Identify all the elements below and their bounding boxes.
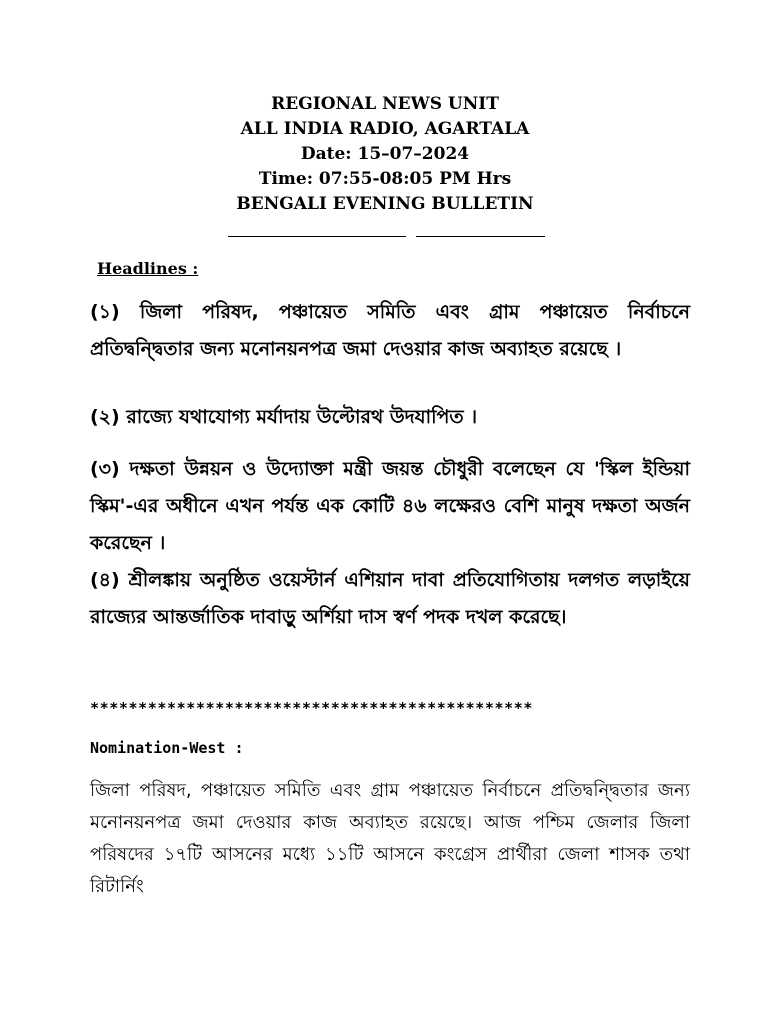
- bulletin-date: Date: 15–07–2024: [300, 144, 470, 164]
- header-divider-right: [416, 236, 545, 237]
- bulletin-header: [0, 92, 770, 217]
- separator-line: **********************************************: [90, 699, 534, 717]
- headlines-heading: Headlines :: [97, 259, 199, 278]
- section-body: জিলা পরিষদ, পঞ্চায়েত সমিতি এবং গ্রাম পঞ্চায়েত নির্বাচনে প্রতিদ্বন্দ্বিতার জন্য মনোনয়নপত্র জমা দেওয়ার কাজ অব্যাহত রয়েছে। আজ পশ্চিম জেলার জিলা পরিষদের ১৭টি আসনের মধ্যে ১১টি আসনে কংগ্রেস প্রার্থীরা জেলা শাসক তথা রিটার্নিং: [90, 780, 690, 897]
- headline-2: (২) রাজ্যে যথাযোগ্য মর্যাদায় উল্টোরথ উদযাপিত ।: [90, 406, 478, 428]
- headline-3: (৩) দক্ষতা উন্নয়ন ও উদ্যোক্তা মন্ত্রী জয়ন্ত চৌধুরী বলেছেন যে 'স্কিল ইন্ডিয়া স্কিম'-এর অধীনে এখন পর্যন্ত এক কোটি ৪৬ লক্ষেরও বেশি মানুষ দক্ষতা অর্জন করেছেন ।: [90, 458, 690, 554]
- section-title: Nomination-West :: [90, 739, 244, 757]
- header-divider-left: [228, 236, 406, 237]
- headline-4: (৪) শ্রীলঙ্কায় অনুষ্ঠিত ওয়েস্টার্ন এশিয়ান দাবা প্রতিযোগিতায় দলগত লড়াইয়ে রাজ্যের আন্তর্জাতিক দাবাড়ু অর্শিয়া দাস স্বর্ণ পদক দখল করেছে।: [90, 569, 690, 628]
- bulletin-title: BENGALI EVENING BULLETIN: [236, 194, 534, 214]
- unit-name: REGIONAL NEWS UNIT: [271, 94, 499, 114]
- station-name: ALL INDIA RADIO, AGARTALA: [240, 119, 530, 139]
- headline-1: (১) জিলা পরিষদ, পঞ্চায়েত সমিতি এবং গ্রাম পঞ্চায়েত নির্বাচনে প্রতিদ্বন্দ্বিতার জন্য মনোনয়নপত্র জমা দেওয়ার কাজ অব্যাহত রয়েছে ।: [90, 301, 690, 360]
- bulletin-time: Time: 07:55-08:05 PM Hrs: [258, 169, 512, 189]
